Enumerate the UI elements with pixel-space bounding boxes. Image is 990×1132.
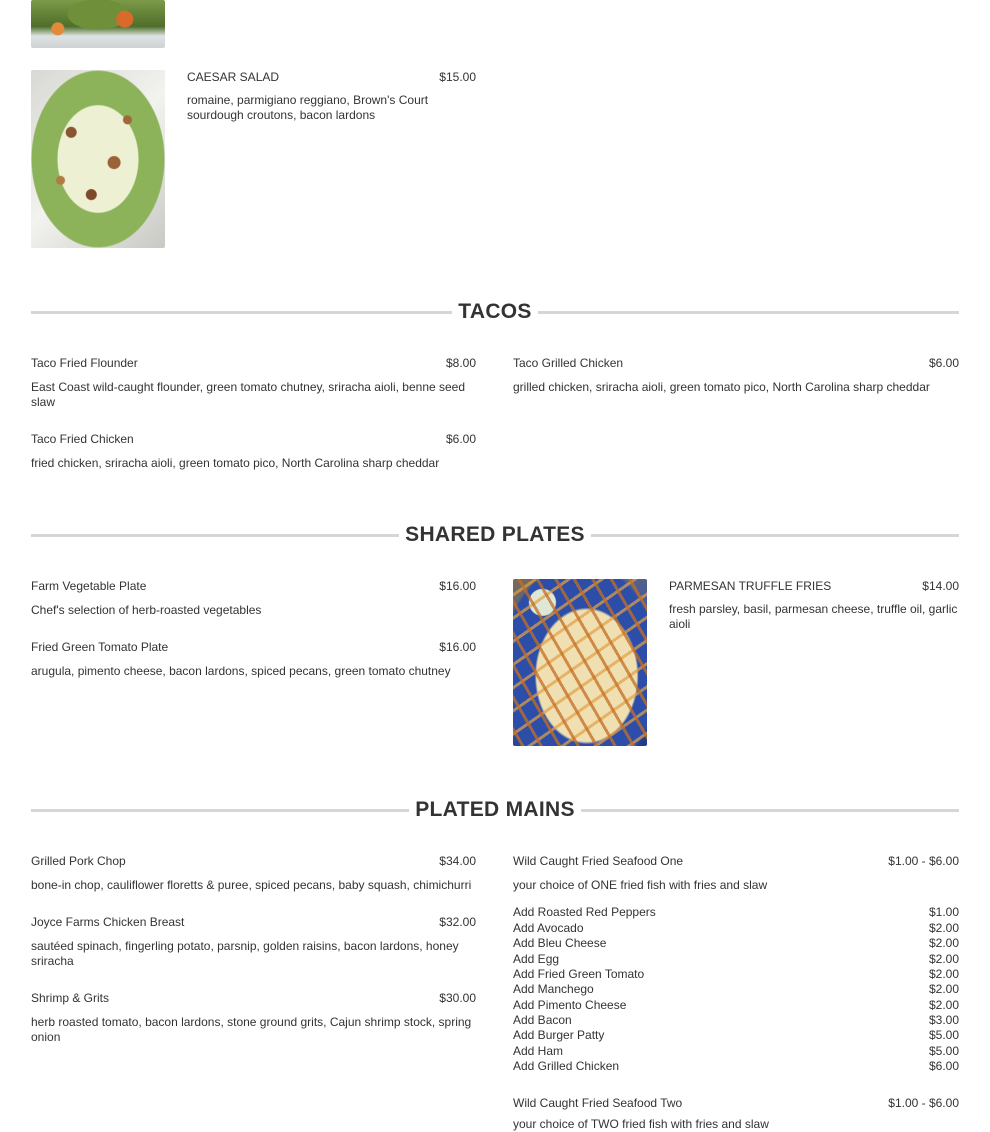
menu-item-price: $1.00 - $6.00: [888, 854, 959, 868]
addon-name: Add Ham: [513, 1044, 564, 1058]
menu-item-name: Shrimp & Grits: [31, 991, 110, 1005]
addon-price: $2.00: [928, 921, 959, 935]
menu-item-desc: grilled chicken, sriracha aioli, green tomato pico, North Carolina sharp cheddar: [513, 380, 930, 394]
menu-item-name: PARMESAN TRUFFLE FRIES: [669, 579, 832, 593]
addon-price: $1.00: [928, 905, 959, 919]
menu-item-desc: arugula, pimento cheese, bacon lardons, spiced pecans, green tomato chutney: [31, 664, 451, 678]
menu-item-price: $32.00: [439, 915, 476, 929]
addon-row: [513, 1013, 959, 1028]
addon-price: $2.00: [928, 982, 959, 996]
parmesan-truffle-fries-photo[interactable]: [513, 579, 647, 746]
plated-mains-section-title: PLATED MAINS: [415, 798, 575, 821]
addon-price: $5.00: [928, 1044, 959, 1058]
menu-item-desc: fried chicken, sriracha aioli, green tomato pico, North Carolina sharp cheddar: [31, 456, 440, 470]
tacos-section-header: [31, 298, 959, 326]
addon-row: [513, 1044, 959, 1059]
addon-row: [513, 1059, 959, 1074]
shared-plates-section-title: SHARED PLATES: [405, 523, 585, 546]
menu-item-name: Grilled Pork Chop: [31, 854, 126, 868]
menu-item-price: $34.00: [439, 854, 476, 868]
menu-item-name: Taco Fried Chicken: [31, 432, 134, 446]
addon-price: $2.00: [928, 967, 959, 981]
menu-item-desc: sautéed spinach, fingerling potato, parsnip, golden raisins, bacon lardons, honey sriracha: [31, 939, 459, 968]
menu-item-desc: Chef's selection of herb-roasted vegetables: [31, 603, 262, 617]
caesar-salad-price: $15.00: [439, 70, 476, 84]
plated-mains-section-header: [31, 796, 959, 824]
addon-name: Add Avocado: [513, 921, 584, 935]
addon-name: Add Bacon: [513, 1013, 572, 1027]
menu-item-desc: fresh parsley, basil, parmesan cheese, truffle oil, garlic aioli: [669, 602, 958, 631]
caesar-salad-desc: romaine, parmigiano reggiano, Brown's Court sourdough croutons, bacon lardons: [187, 93, 429, 122]
menu-item-desc: East Coast wild-caught flounder, green tomato chutney, sriracha aioli, benne seed slaw: [31, 380, 466, 409]
divider: [581, 809, 959, 812]
menu-item-name: Fried Green Tomato Plate: [31, 640, 169, 654]
addon-name: Add Manchego: [513, 982, 594, 996]
menu-item-price: $8.00: [445, 356, 476, 370]
caesar-salad-photo[interactable]: [31, 70, 165, 248]
salad-photo[interactable]: [31, 0, 165, 48]
menu-item-price: $14.00: [922, 579, 959, 593]
addon-name: Add Egg: [513, 952, 560, 966]
tacos-section-title: TACOS: [458, 300, 532, 323]
menu-item-name: Joyce Farms Chicken Breast: [31, 915, 185, 929]
addon-row: [513, 936, 959, 951]
addon-row: [513, 921, 959, 936]
menu-item-price: $6.00: [445, 432, 476, 446]
addon-price: $6.00: [928, 1059, 959, 1073]
addon-price: $2.00: [928, 998, 959, 1012]
menu-item-price: $1.00 - $6.00: [888, 1096, 959, 1110]
menu-item-name: Wild Caught Fried Seafood Two: [513, 1096, 683, 1110]
addon-row: [513, 1028, 959, 1043]
menu-item-desc: herb roasted tomato, bacon lardons, stone ground grits, Cajun shrimp stock, spring onion: [31, 1015, 472, 1044]
addon-name: Add Pimento Cheese: [513, 998, 627, 1012]
divider: [538, 311, 959, 314]
addon-row: [513, 905, 959, 920]
addon-name: Add Roasted Red Peppers: [513, 905, 656, 919]
menu-item-name: Wild Caught Fried Seafood One: [513, 854, 684, 868]
addon-name: Add Burger Patty: [513, 1028, 605, 1042]
addon-name: Add Fried Green Tomato: [513, 967, 645, 981]
caesar-salad-name: CAESAR SALAD: [187, 70, 280, 84]
menu-item-price: $16.00: [439, 579, 476, 593]
addon-row: [513, 982, 959, 997]
divider: [591, 534, 959, 537]
menu-item-desc: bone-in chop, cauliflower floretts & puree, spiced pecans, baby squash, chimichurri: [31, 878, 472, 892]
menu-item-name: Farm Vegetable Plate: [31, 579, 147, 593]
divider: [31, 534, 399, 537]
addon-name: Add Bleu Cheese: [513, 936, 607, 950]
menu-item-price: $16.00: [439, 640, 476, 654]
addon-price: $5.00: [928, 1028, 959, 1042]
divider: [31, 311, 452, 314]
menu-item-desc: your choice of ONE fried fish with fries and slaw: [513, 878, 768, 892]
addon-row: [513, 967, 959, 982]
menu-item-desc: your choice of TWO fried fish with fries and slaw: [513, 1117, 769, 1131]
menu-item-name: Taco Fried Flounder: [31, 356, 138, 370]
divider: [31, 809, 409, 812]
addon-name: Add Grilled Chicken: [513, 1059, 620, 1073]
menu-item-price: $30.00: [439, 991, 476, 1005]
addon-row: [513, 952, 959, 967]
addon-price: $2.00: [928, 936, 959, 950]
addon-price: $2.00: [928, 952, 959, 966]
menu-item-price: $6.00: [928, 356, 959, 370]
addon-price: $3.00: [928, 1013, 959, 1027]
menu-item-name: Taco Grilled Chicken: [513, 356, 624, 370]
addon-row: [513, 998, 959, 1013]
shared-plates-section-header: [31, 521, 959, 549]
